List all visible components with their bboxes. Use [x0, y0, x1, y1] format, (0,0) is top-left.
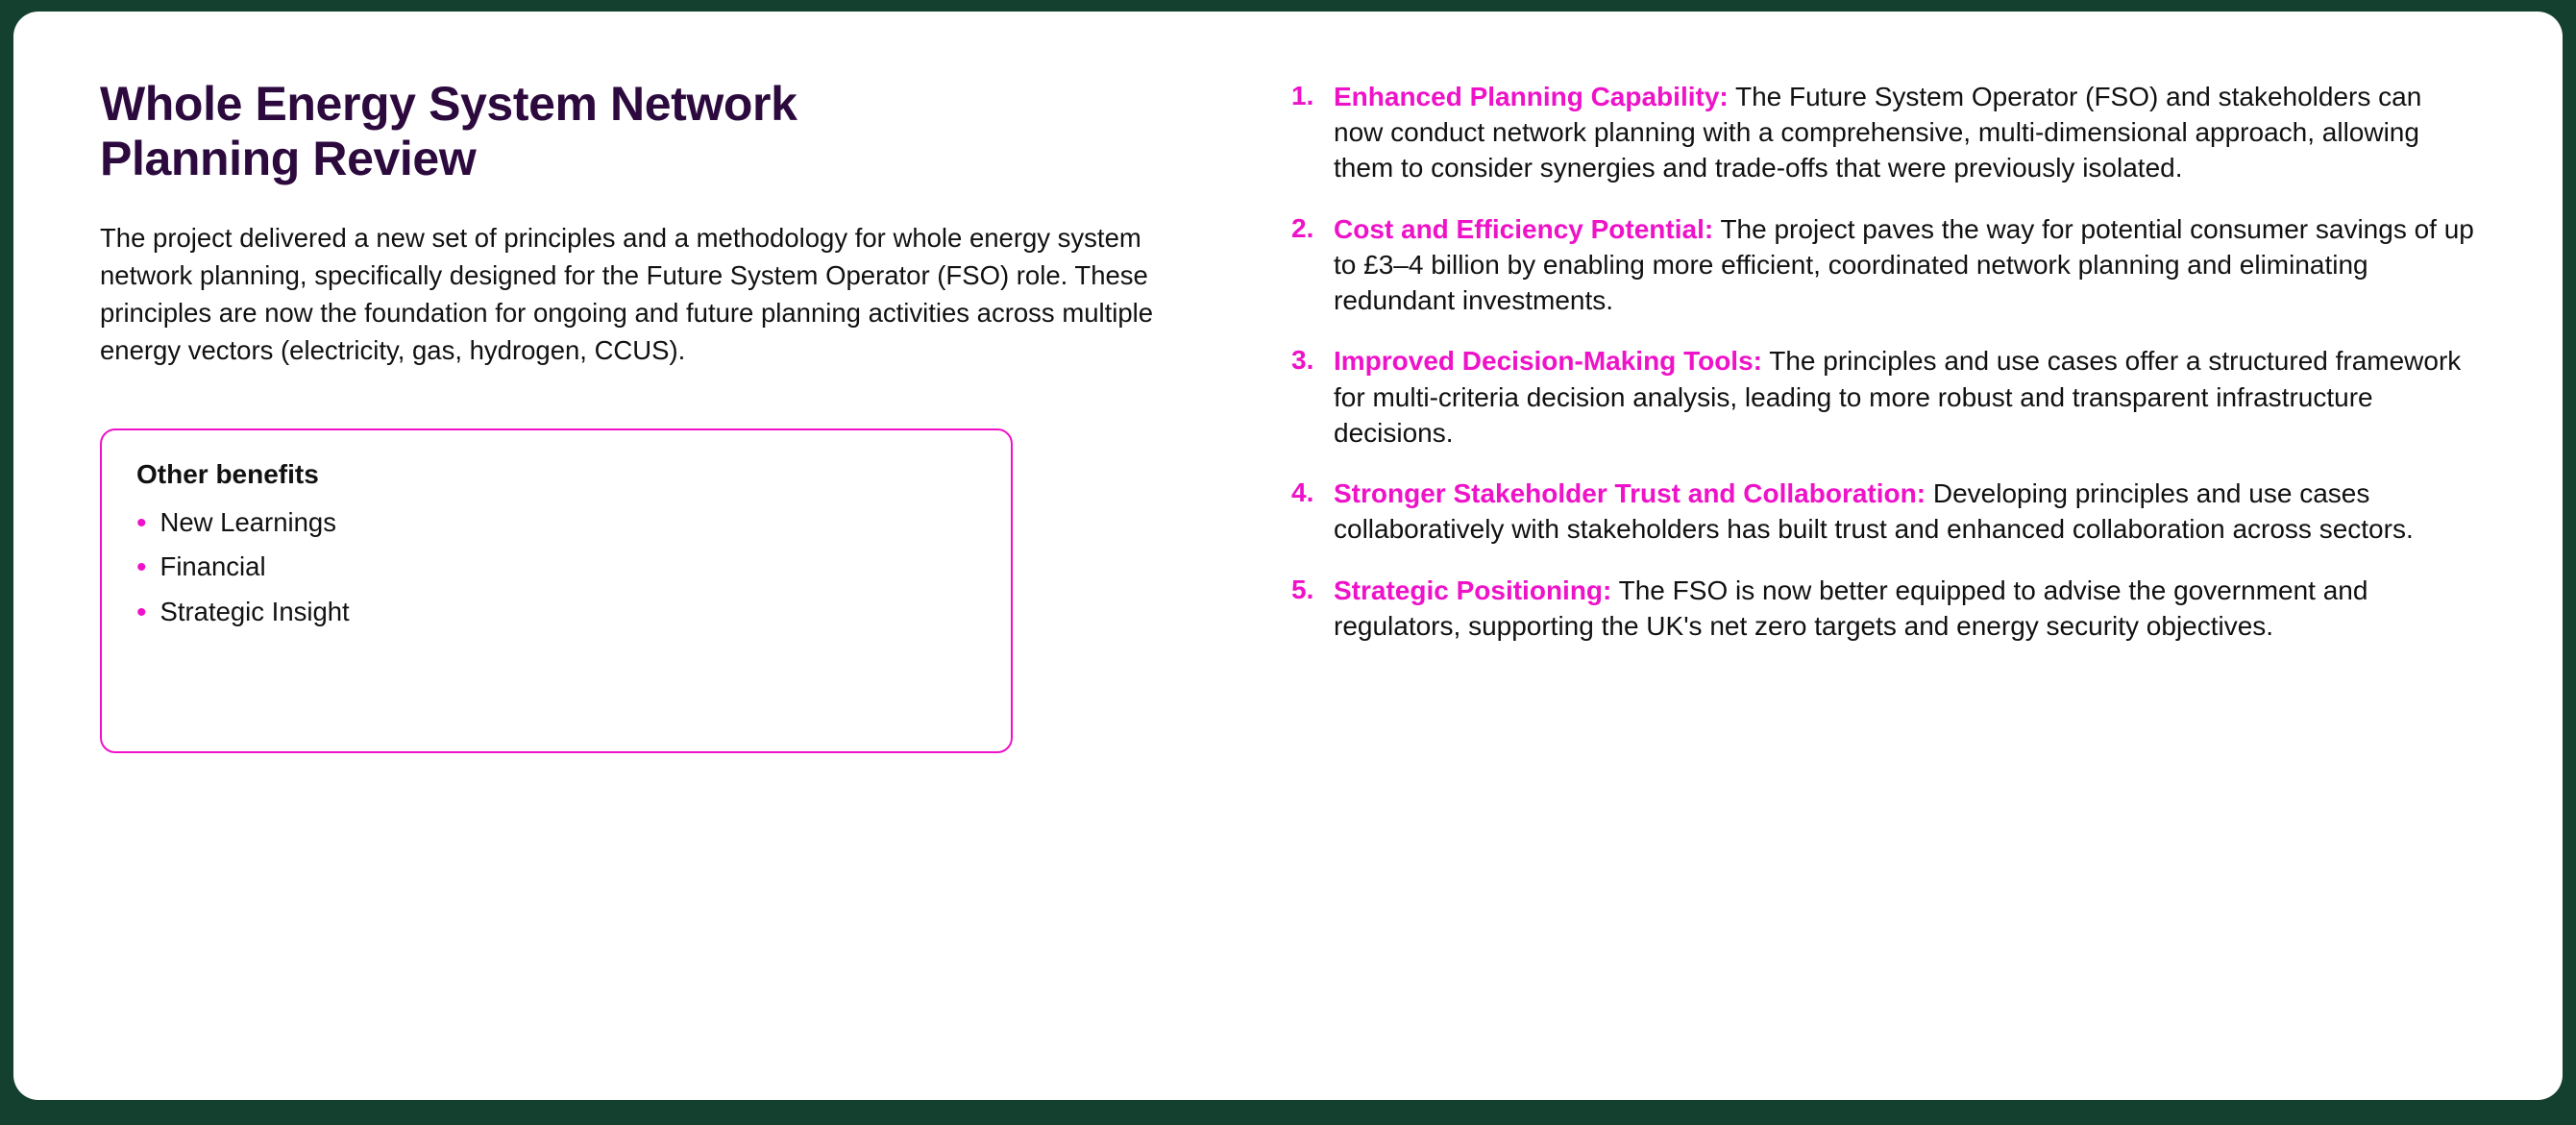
- left-column: [71, 58, 1253, 1062]
- numbered-item-heading: Enhanced Planning Capability:: [1334, 82, 1729, 111]
- numbered-item-text: The FSO is now better equipped to advise the government and regulators, supporting the UK's net zero targets and energy security objectives.: [1334, 575, 2368, 641]
- numbered-item-heading: Strategic Positioning:: [1334, 575, 1612, 605]
- numbered-item-body: [1334, 476, 2476, 547]
- list-item-label: Financial: [159, 551, 266, 582]
- numbered-item-heading: Improved Decision-Making Tools:: [1334, 346, 1762, 377]
- numbered-item-text: Developing principles and use cases collaboratively with stakeholders has built trust and enhanced collaboration across sectors.: [1334, 478, 2414, 545]
- bullet-icon: •: [136, 596, 147, 628]
- numbered-item-heading: Cost and Efficiency Potential:: [1334, 213, 1714, 244]
- numbered-item-text: The project paves the way for potential consumer savings of up to £3–4 billion by enabling more efficient, coordinated network planning and eliminating redundant investments.: [1334, 213, 2474, 316]
- right-column: [1253, 58, 2505, 1062]
- list-item: [136, 595, 976, 629]
- other-benefits-box: [100, 428, 1013, 753]
- numbered-item-marker: 1.: [1291, 81, 1314, 110]
- numbered-item-text: The principles and use cases offer a structured framework for multi-criteria decision analysis, leading to more robust and transparent infrastructure decisions.: [1334, 346, 2462, 448]
- intro-paragraph: The project delivered a new set of principles and a methodology for whole energy system network planning, specifically designed for the Future System Operator (FSO) role. These principles are now the foundation for ongoing and future planning activities across multiple energy vectors (electricity, gas, hydrogen, CCUS).: [100, 223, 1154, 366]
- numbered-item-text: The Future System Operator (FSO) and stakeholders can now conduct network planning with a comprehensive, multi-dimensional approach, allowing them to consider synergies and trade-offs that were previously isolated.: [1334, 82, 2422, 183]
- numbered-item-body: [1334, 573, 2476, 644]
- numbered-item: [1291, 343, 2476, 451]
- list-item: [136, 550, 976, 584]
- list-item: [136, 505, 976, 540]
- list-item-label: Strategic Insight: [159, 596, 350, 626]
- numbered-item-body: [1334, 211, 2476, 319]
- numbered-item-body: [1334, 343, 2476, 451]
- other-benefits-heading: Other benefits: [136, 459, 319, 490]
- numbered-item: [1291, 79, 2476, 186]
- numbered-item-heading: Stronger Stakeholder Trust and Collaboration:: [1334, 478, 1926, 509]
- numbered-item-marker: 3.: [1291, 345, 1314, 376]
- numbered-item-body: [1334, 79, 2476, 186]
- slide-card: [13, 12, 2563, 1100]
- bullet-icon: •: [136, 507, 147, 540]
- page-title: Whole Energy System Network Planning Review: [100, 77, 797, 185]
- bullet-icon: •: [136, 551, 147, 584]
- numbered-item: [1291, 211, 2476, 319]
- list-item-label: New Learnings: [159, 507, 336, 538]
- numbered-item: [1291, 476, 2476, 547]
- numbered-item: [1291, 573, 2476, 644]
- numbered-item-marker: 2.: [1291, 212, 1314, 243]
- numbered-item-marker: 4.: [1291, 477, 1314, 508]
- numbered-item-marker: 5.: [1291, 574, 1314, 604]
